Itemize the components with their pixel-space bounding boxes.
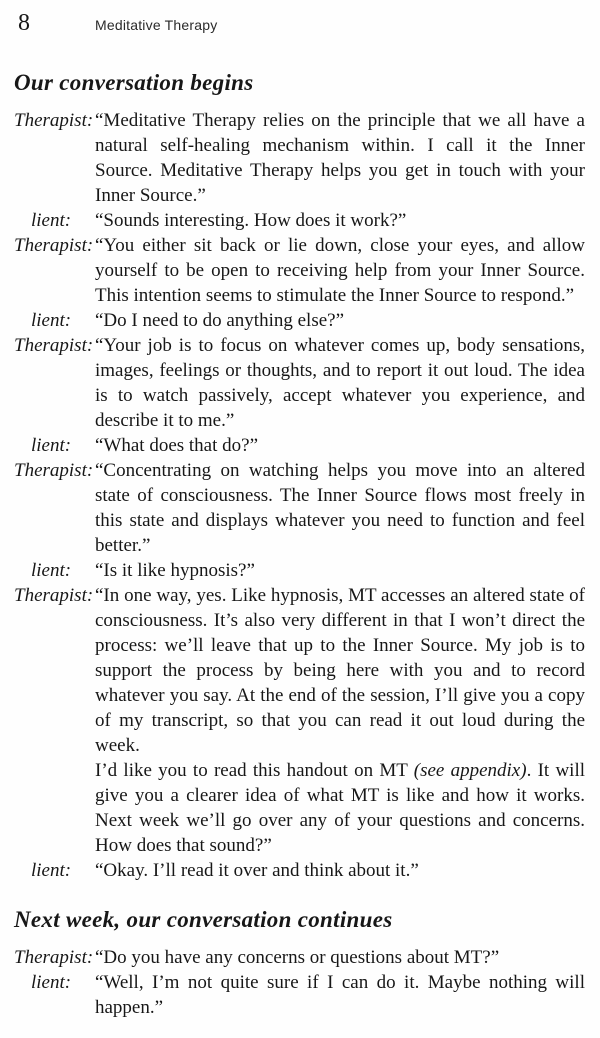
speaker-label-client: lient: [31,972,72,993]
speaker-label-client: lient: [31,310,72,331]
speaker-label-therapist: Therapist: [14,460,94,481]
speech-paragraph-2 [95,758,585,858]
speech-text: “What does that do?” [95,435,259,456]
speech-segment: I’d like you to read this handout on MT [95,760,414,781]
dialogue-row [14,108,585,208]
speech-text: “Is it like hypnosis?” [95,560,255,581]
speaker-label-client: lient: [31,435,72,456]
dialogue-row [14,558,585,583]
dialogue-section-1 [14,108,585,883]
page-number: 8 [18,10,30,36]
speech-text: “Well, I’m not quite sure if I can do it. Maybe nothing will happen.” [95,972,585,1018]
speech-text: “Sounds interesting. How does it work?” [95,210,407,231]
dialogue-row [14,308,585,333]
speaker-label-client: lient: [31,860,72,881]
see-appendix-italic: (see appendix) [413,760,527,781]
speaker-label-client: lient: [31,560,72,581]
dialogue-row [14,208,585,233]
speech-text: “Your job is to focus on whatever comes up, body sensations, images, feelings or thoughts, and to report it out loud. The idea is to watch passively, accept whatever you experience, and describe it to me.” [95,335,585,431]
dialogue-row [14,970,585,1020]
speaker-label-therapist: Therapist: [14,585,94,606]
dialogue-row [14,233,585,308]
speech-text: “Okay. I’ll read it over and think about it.” [95,860,419,881]
speech-text: “Do I need to do anything else?” [95,310,345,331]
speaker-label-therapist: Therapist: [14,110,94,131]
speaker-label-client: lient: [31,210,72,231]
dialogue-row [14,333,585,433]
speech-text: “You either sit back or lie down, close your eyes, and allow yourself to be open to receiving help from your Inner Source. This intention seems to stimulate the Inner Source to respond.” [95,235,585,306]
section-heading-2: Next week, our conversation continues [14,907,393,932]
dialogue-section-2 [14,945,585,1020]
dialogue-row [14,433,585,458]
speaker-label-therapist: Therapist: [14,235,94,256]
speaker-label-therapist: Therapist: [14,947,94,968]
dialogue-row [14,945,585,970]
dialogue-row [14,583,585,858]
speech-text: “Meditative Therapy relies on the principle that we all have a natural self-healing mechanism within. I call it the Inner Source. Meditative Therapy helps you get in touch with your Inner Source.” [95,110,585,206]
speaker-label-therapist: Therapist: [14,335,94,356]
running-header: Meditative Therapy [95,17,218,33]
section-heading-1: Our conversation begins [14,70,254,95]
page-header [14,10,585,37]
dialogue-row [14,458,585,558]
dialogue-row [14,858,585,883]
speech-text-multiparagraph [95,583,585,858]
speech-text: “Do you have any concerns or questions about MT?” [95,947,500,968]
speech-segment: . It will give you a clearer idea of what MT is like and how it works. Next week we’ll go over any of your questions and concerns. How does that sound?” [95,760,586,856]
speech-paragraph-1: “In one way, yes. Like hypnosis, MT accesses an altered state of consciousness. It’s also very different in that I won’t direct the process: we’ll leave that up to the Inner Source. My job is to support the process by being here with you and to record whatever you say. At the end of the session, I’ll give you a copy of my transcript, so that you can read it out loud during the week. [95,585,585,756]
speech-text: “Concentrating on watching helps you move into an altered state of consciousness. The Inner Source flows most freely in this state and displays whatever you need to function and feel better.” [95,460,585,556]
